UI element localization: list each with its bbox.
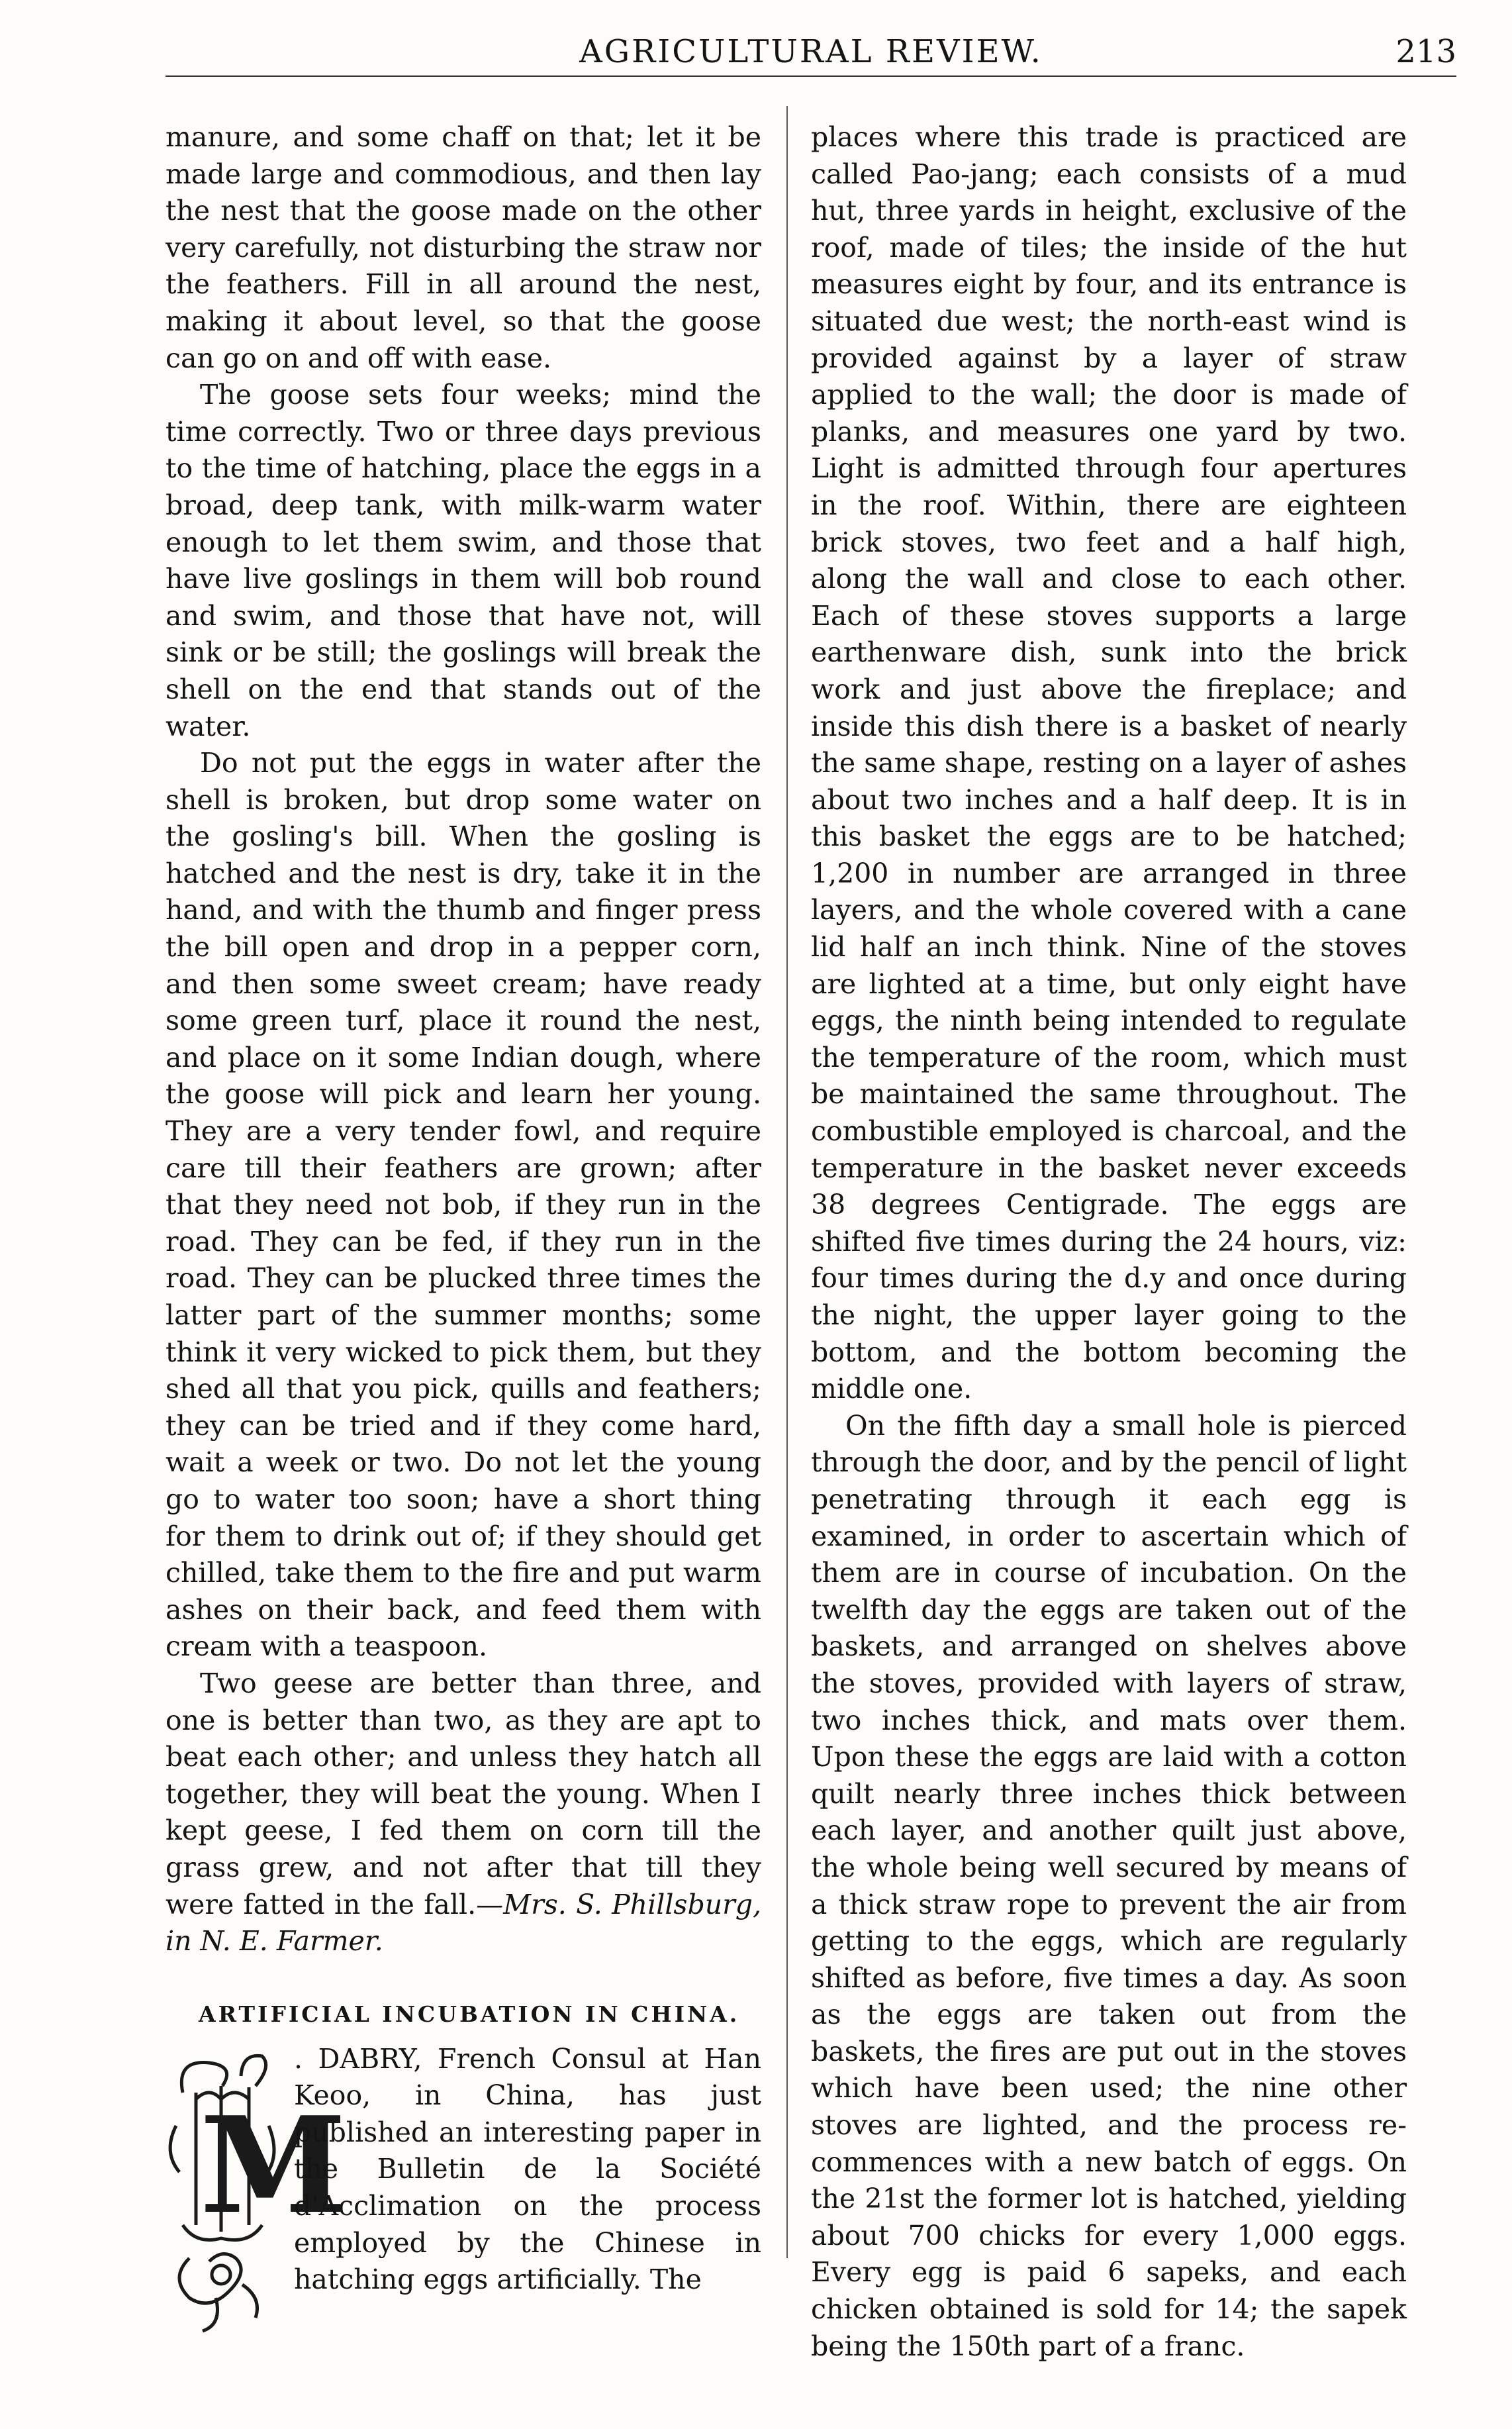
paragraph: On the fifth day a small hole is pierced through the door, and by the pencil of light penetrating through it each egg is examined, in order to ascertain which of them are in course of incubation. On the twelfth day the eggs are taken out of the baskets, and arranged on shelves above the stoves, provided with layers of straw, two inches thick, and mats over them. Upon these the eggs are laid with a cotton quilt nearly three inches thick between each layer, and another quilt just above, the whole being well secured by means of a thick straw rope to prevent the air from getting to the eggs, which are regularly shifted as before, five times a day. As soon as the eggs are taken out from the baskets, the fires are put out in the stoves which have been used; the nine other stoves are lighted, and the process re-commences with a new batch of eggs. On the 21st the former lot is hatched, yielding about 700 chicks for every 1,000 eggs. Every egg is paid 6 sapeks, and each chicken obtained is sold for 14; the sapek being the 150th part of a franc. [811, 1409, 1407, 2362]
paragraph [165, 1665, 761, 1960]
article-signature: —Mrs. S. Phillsburg, in N. E. Farmer. [165, 1888, 761, 1958]
paragraph: manure, and some chaff on that; let it be made large and commodious, and then lay the nest that the goose made on the other very carefully, not disturbing the straw nor the feathers. Fill in all around the nest, making it about level, so that the goose can go on and off with ease. [165, 121, 761, 374]
paragraph-text: Two geese are better than three, and one is better than two, as they are apt to beat each other; and unless they hatch all together, they will beat the young. When I kept geese, I fed them on corn till the grass grew, and not after that till they were fatted in the fall. [165, 1667, 761, 1920]
column-divider [786, 106, 788, 2258]
page-number: 213 [1395, 33, 1456, 70]
svg-text:M: M [200, 2087, 347, 2244]
right-column [811, 119, 1407, 2365]
section-body: . DABRY, French Consul at Han Keoo, in China, has just published an interesting paper in the Bulletin de la Société d'Acclimation on the process employed by the Chinese in hatching eggs artificially. The [294, 2042, 761, 2296]
paragraph: places where this trade is practiced are called Pao-jang; each consists of a mud hut, three yards in height, exclusive of the roof, made of tiles; the inside of the hut measures eight by four, and its entrance is situated due west; the north-east wind is provided against by a layer of straw applied to the wall; the door is made of planks, and measures one yard by two. Light is admitted through four apertures in the roof. Within, there are eighteen brick stoves, two feet and a half high, along the wall and close to each other. Each of these stoves supports a large earthenware dish, sunk into the brick work and just above the fireplace; and inside this dish there is a basket of nearly the same shape, resting on a layer of ashes about two inches and a half deep. It is in this basket the eggs are to be hatched; 1,200 in number are arranged in three layers, and the whole covered with a cane lid half an inch think. Nine of the stoves are lighted at a time, but only eight have eggs, the ninth being intended to regulate the temperature of the room, which must be maintained the same throughout. The combustible employed is charcoal, and the temperature in the basket never exceeds 38 degrees Centigrade. The eggs are shifted five times during the 24 hours, viz: four times during the d.y and once during the night, the upper layer going to the bottom, and the bottom becoming the middle one. [811, 121, 1407, 1405]
paragraph: Do not put the eggs in water after the shell is broken, but drop some water on the gosling's bill. When the gosling is hatched and the nest is dry, take it in the hand, and with the thumb and finger press the bill open and drop in a pepper corn, and then some sweet cream; have ready some green turf, place it round the nest, and place on it some Indian dough, where the goose will pick and learn her young. They are a very tender fowl, and require care till their feathers are grown; after that they need not bob, if they run in the road. They can be fed, if they run in the road. They can be plucked three times the latter part of the summer months; some think it very wicked to pick them, but they shed all that you pick, quills and feathers; they can be tried and if they come hard, wait a week or two. Do not let the young go to water too soon; have a short thing for them to drink out of; if they should get chilled, take them to the fire and put warm ashes on their back, and feed them with cream with a teaspoon. [165, 747, 761, 1663]
running-title: AGRICULTURAL REVIEW. [579, 33, 1043, 70]
dropcap-m-ornament [156, 2046, 347, 2335]
header-rule [165, 75, 1456, 77]
page-header [165, 28, 1456, 81]
left-column [165, 119, 761, 2335]
ornamental-dropcap [156, 2046, 347, 2335]
section-heading: ARTIFICIAL INCUBATION IN CHINA. [199, 2001, 740, 2027]
paragraph: The goose sets four weeks; mind the time correctly. Two or three days previous to the time of hatching, place the eggs in a broad, deep tank, with milk-warm water enough to let them swim, and those that have live goslings in them will bob round and swim, and those that have not, will sink or be still; the goslings will break the shell on the end that stands out of the water. [165, 379, 761, 742]
